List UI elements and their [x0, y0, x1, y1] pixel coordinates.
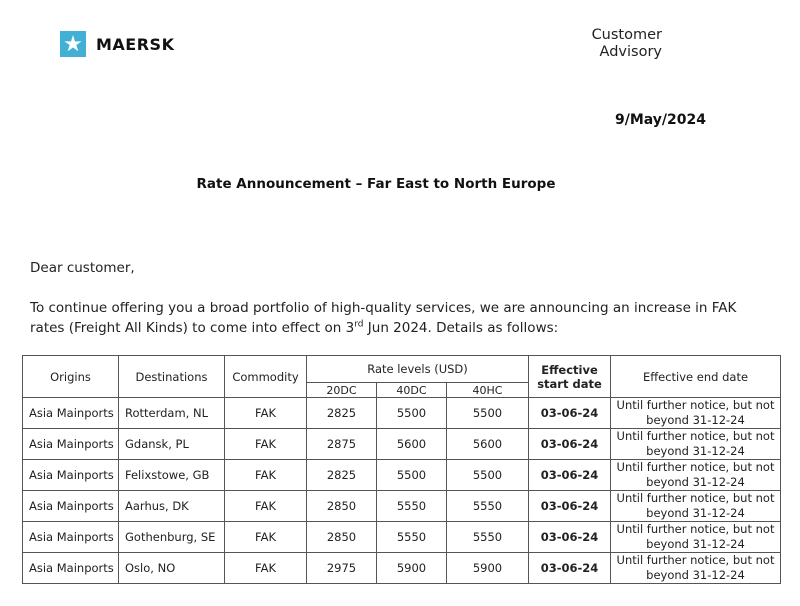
cell-20dc: 2975 — [307, 553, 377, 584]
cell-commodity: FAK — [225, 460, 307, 491]
cell-destination: Rotterdam, NL — [119, 398, 225, 429]
header-effective-end: Effective end date — [611, 356, 781, 398]
customer-advisory-label — [592, 27, 662, 61]
cell-origin: Asia Mainports — [23, 522, 119, 553]
cell-40dc: 5550 — [377, 491, 447, 522]
cell-start-date: 03-06-24 — [529, 522, 611, 553]
table-row — [23, 429, 781, 460]
cell-20dc: 2875 — [307, 429, 377, 460]
cell-end-date: Until further notice, but not beyond 31-12-24 — [611, 522, 781, 553]
intro-paragraph — [30, 298, 750, 338]
table-row — [23, 398, 781, 429]
cell-destination: Gdansk, PL — [119, 429, 225, 460]
intro-text-1: To continue offering you a broad portfolio of high-quality services, we are announcing an increase in FAK rates (Freight All Kinds) to come into effect on 3 — [30, 300, 737, 336]
cell-start-date: 03-06-24 — [529, 460, 611, 491]
cell-40hc: 5500 — [447, 460, 529, 491]
document-date: 9/May/2024 — [614, 112, 706, 128]
cell-origin: Asia Mainports — [23, 460, 119, 491]
maersk-logo — [60, 31, 174, 57]
cell-40dc: 5550 — [377, 522, 447, 553]
cell-commodity: FAK — [225, 553, 307, 584]
cell-20dc: 2825 — [307, 460, 377, 491]
header-effective-start: Effective start date — [529, 356, 611, 398]
maersk-star-icon — [60, 31, 86, 57]
cell-origin: Asia Mainports — [23, 553, 119, 584]
cell-end-date: Until further notice, but not beyond 31-12-24 — [611, 398, 781, 429]
cell-40hc: 5500 — [447, 398, 529, 429]
brand-name: MAERSK — [96, 34, 175, 54]
cell-40dc: 5500 — [377, 460, 447, 491]
cell-start-date: 03-06-24 — [529, 398, 611, 429]
header-rate-levels: Rate levels (USD) — [307, 356, 529, 383]
header-origins: Origins — [23, 356, 119, 398]
cell-destination: Oslo, NO — [119, 553, 225, 584]
table-row — [23, 553, 781, 584]
cell-40hc: 5550 — [447, 522, 529, 553]
cell-destination: Gothenburg, SE — [119, 522, 225, 553]
cell-destination: Aarhus, DK — [119, 491, 225, 522]
cell-commodity: FAK — [225, 491, 307, 522]
header-destinations: Destinations — [119, 356, 225, 398]
cell-commodity: FAK — [225, 522, 307, 553]
header-commodity: Commodity — [225, 356, 307, 398]
cell-end-date: Until further notice, but not beyond 31-12-24 — [611, 429, 781, 460]
cell-40dc: 5900 — [377, 553, 447, 584]
header-20dc: 20DC — [307, 383, 377, 398]
intro-superscript: rd — [354, 319, 364, 330]
greeting: Dear customer, — [30, 260, 135, 276]
cell-40dc: 5500 — [377, 398, 447, 429]
rate-table — [22, 355, 781, 584]
cell-origin: Asia Mainports — [23, 491, 119, 522]
document-title: Rate Announcement – Far East to North Europe — [196, 176, 556, 192]
cell-start-date: 03-06-24 — [529, 553, 611, 584]
cell-origin: Asia Mainports — [23, 398, 119, 429]
cell-commodity: FAK — [225, 429, 307, 460]
table-row — [23, 460, 781, 491]
cell-origin: Asia Mainports — [23, 429, 119, 460]
table-row — [23, 491, 781, 522]
cell-40hc: 5550 — [447, 491, 529, 522]
header-40dc: 40DC — [377, 383, 447, 398]
intro-text-2: Jun 2024. Details as follows: — [363, 320, 559, 336]
cell-20dc: 2850 — [307, 522, 377, 553]
cell-end-date: Until further notice, but not beyond 31-12-24 — [611, 460, 781, 491]
cell-start-date: 03-06-24 — [529, 491, 611, 522]
advisory-line-1: Customer — [591, 27, 662, 43]
cell-40hc: 5900 — [447, 553, 529, 584]
cell-commodity: FAK — [225, 398, 307, 429]
cell-end-date: Until further notice, but not beyond 31-12-24 — [611, 491, 781, 522]
advisory-line-2: Advisory — [599, 44, 662, 60]
cell-20dc: 2825 — [307, 398, 377, 429]
cell-end-date: Until further notice, but not beyond 31-12-24 — [611, 553, 781, 584]
cell-20dc: 2850 — [307, 491, 377, 522]
cell-40dc: 5600 — [377, 429, 447, 460]
cell-destination: Felixstowe, GB — [119, 460, 225, 491]
header-40hc: 40HC — [447, 383, 529, 398]
cell-40hc: 5600 — [447, 429, 529, 460]
cell-start-date: 03-06-24 — [529, 429, 611, 460]
table-row — [23, 522, 781, 553]
